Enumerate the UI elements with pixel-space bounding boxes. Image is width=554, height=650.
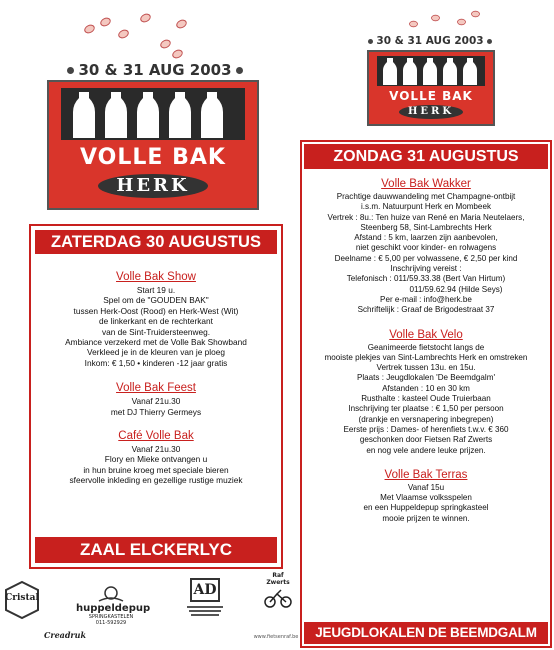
section-line: en nog vele andere leuke prijzen. [366,445,486,455]
section-line: Vanaf 15u [407,482,445,492]
saturday-section-feest [31,381,281,417]
ornament [457,19,466,25]
section-line: 011/59.62.94 (Hilde Seys) [409,284,503,294]
dates-left: 30 & 31 AUG 2003 [55,61,255,79]
section-line: en een Huppeldepup springkasteel [363,503,489,513]
section-line: Spel om de "GOUDEN BAK" [103,295,209,306]
section-title: Volle Bak Feest [116,382,196,395]
section-line: Vanaf 21u.30 [131,396,181,407]
section-line: mooie prijzen te winnen. [382,513,470,523]
section-line: de linkerkant en de rechterkant [99,316,213,327]
section-line: Geanimeerde fietstocht langs de [367,342,485,352]
section-line: Start 19 u. [136,285,176,295]
section-line: geschonken door Fietsen Raf Zwerts [359,435,493,445]
sunday-section-velo [302,328,550,456]
section-line: Vertrek tussen 13u. en 15u. [376,363,476,373]
bottles-graphic [49,82,257,144]
bottles-graphic [369,52,493,88]
ornament [159,38,172,50]
sponsor-name: huppeldepup [76,603,151,614]
section-line: Prachtige dauwwandeling met Champagne-ontbijt [336,192,516,201]
sponsor-name: AD [190,578,220,602]
section-title: Volle Bak Wakker [381,178,471,190]
saturday-section-cafe [31,429,281,486]
sponsor-website: www.fietsenraf.be [253,634,299,640]
section-line: sfeervolle inkleding en gezellige rustige muziek [69,475,243,486]
section-title: Volle Bak Velo [389,328,463,341]
section-line: Eerste prijs : Dames- of herenfiets t.w.v. € 360 [343,424,509,434]
sponsor-cristal-logo [2,580,42,620]
section-line: Inschrijving ter plaatse : € 1,50 per persoon [348,404,504,414]
section-line: Deelname : € 5,00 per volwassene, € 2,50 per kind [334,253,518,263]
ornament [175,18,188,30]
section-line: (drankje en versnapering inbegrepen) [358,414,494,424]
section-line: van de Sint-Truidersteenweg. [101,326,211,337]
section-line: Steenberg 58, Sint-Lambrechts Herk [360,222,492,232]
logo-left [47,80,259,210]
sunday-banner: ZONDAG 31 AUGUSTUS [304,144,548,169]
section-line: Flory en Mieke ontvangen u [104,454,208,465]
sponsor-ad-logo [185,578,225,618]
sponsor-name: Cristal [5,593,39,603]
section-line: met DJ Thierry Germeys [110,406,202,417]
ornament [431,15,440,21]
section-line: in hun bruine kroeg met speciale bieren [83,464,229,475]
sponsor-subtitle: SPRINGKASTELEN [88,614,134,620]
section-line: Verkleed je in de kleuren van je ploeg [87,347,225,358]
sponsor-creadruk: Creadruk [43,630,87,640]
section-line: Met Vlaamse volksspelen [380,493,472,503]
sponsor-phone: 011-592929 [95,620,127,626]
ornament [139,12,152,24]
sunday-panel [300,140,552,648]
dates-right: 30 & 31 AUG 2003 [360,35,500,48]
saturday-location-banner: ZAAL ELCKERLYC [35,537,277,563]
section-line: Inschrijving vereist : [390,264,462,274]
sunday-location-banner: JEUGDLOKALEN DE BEEMDGALM [304,622,548,644]
saturday-panel [29,224,283,569]
section-line: tussen Herk-Oost (Rood) en Herk-West (Wit) [73,305,239,316]
sunday-section-terras [302,468,550,524]
section-line: mooiste plekjes van Sint-Lambrechts Herk en omstreken [324,352,528,362]
section-line: Vanaf 21u.30 [131,444,181,455]
ad-text-lines [185,606,225,616]
ornament [117,28,130,40]
section-line: Afstanden : 10 en 30 km [382,383,470,393]
saturday-banner: ZATERDAG 30 AUGUSTUS [35,230,277,254]
sponsor-name: Raf Zwerts [266,572,290,586]
logo-place: HERK [399,105,463,119]
section-line: Telefonisch : 011/59.33.38 (Bert Van Hirtum) [346,274,506,284]
ornament [471,11,480,17]
section-line: niet geschikt voor kinder- en rolwagens [355,243,497,253]
section-line: i.s.m. Natuurpunt Herk en Mombeek [360,202,491,212]
section-title: Café Volle Bak [118,430,194,443]
ornament [99,16,112,28]
sponsor-huppeldepup-logo [76,585,151,626]
logo-title: VOLLE BAK [80,145,226,170]
sponsor-raf-logo [262,572,294,608]
section-line: Rusthalte : kasteel Oude Truierbaan [361,394,491,404]
section-line: Ambiance verzekerd met de Volle Bak Showband [65,337,247,348]
logo-title: VOLLE BAK [389,89,473,103]
cyclist-icon [263,588,293,608]
ornament [171,48,184,60]
section-line: Plaats : Jeugdlokalen 'De Beemdgalm' [356,373,496,383]
section-line: Vertrek : 8u.: Ten huize van René en Maria Neutelaers, [327,212,525,222]
section-line: Per e-mail : info@herk.be [380,294,472,304]
section-title: Volle Bak Show [116,271,196,283]
saturday-section-show [31,270,281,368]
ornament [83,23,96,35]
logo-right [367,50,495,126]
section-line: Afstand : 5 km, laarzen zijn aanbevolen, [354,233,498,243]
dj-character-icon [91,585,131,603]
section-line: Schriftelijk : Graaf de Brigodestraat 37 [357,305,495,315]
sunday-section-wakker [302,177,550,316]
ornament [409,21,418,27]
logo-place: HERK [98,174,208,198]
section-line: Inkom: € 1,50 • kinderen -12 jaar gratis [84,357,228,368]
section-title: Volle Bak Terras [384,468,468,481]
